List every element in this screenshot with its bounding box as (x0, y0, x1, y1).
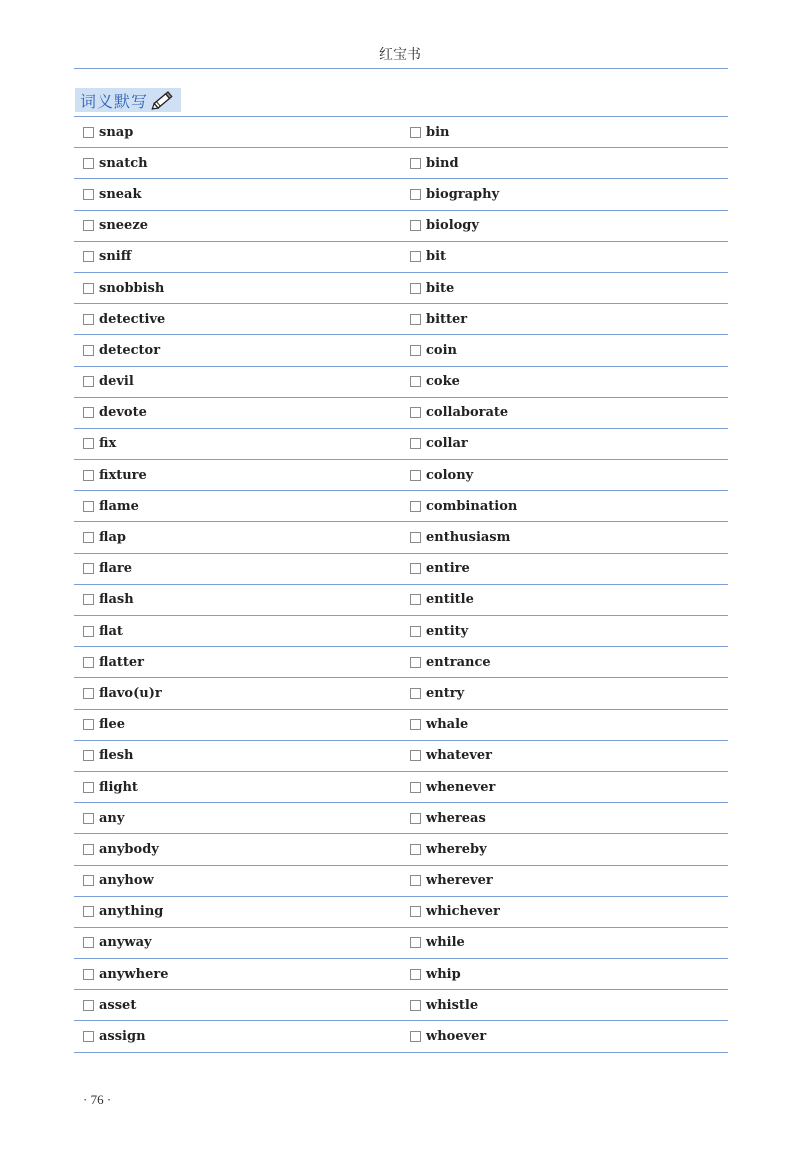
vocabulary-word: sneak (99, 186, 142, 202)
vocabulary-item-right (410, 242, 446, 272)
checkbox[interactable] (83, 158, 94, 169)
vocabulary-item-right (410, 117, 449, 147)
checkbox[interactable] (410, 875, 421, 886)
checkbox[interactable] (83, 906, 94, 917)
vocabulary-item-left (83, 1021, 146, 1051)
vocabulary-word: flavo(u)r (99, 685, 162, 701)
checkbox[interactable] (410, 719, 421, 730)
vocabulary-word: entrance (426, 654, 491, 670)
vocabulary-row (74, 928, 728, 959)
vocabulary-item-right (410, 335, 457, 365)
checkbox[interactable] (83, 127, 94, 138)
vocabulary-word: flare (99, 561, 132, 577)
vocabulary-item-right (410, 741, 492, 771)
vocabulary-row (74, 990, 728, 1021)
checkbox[interactable] (410, 407, 421, 418)
vocabulary-word: bin (426, 124, 450, 140)
vocabulary-word: flame (99, 498, 139, 514)
vocabulary-word: asset (99, 997, 137, 1013)
vocabulary-row (74, 959, 728, 990)
vocabulary-word: biology (426, 218, 479, 234)
vocabulary-word: devote (99, 405, 147, 421)
vocabulary-word: biography (426, 186, 500, 202)
checkbox[interactable] (83, 657, 94, 668)
vocabulary-item-right (410, 897, 500, 927)
checkbox[interactable] (83, 782, 94, 793)
checkbox[interactable] (410, 563, 421, 574)
vocabulary-word: enthusiasm (426, 530, 511, 546)
vocabulary-word: any (99, 810, 125, 826)
checkbox[interactable] (410, 501, 421, 512)
vocabulary-item-right (410, 803, 486, 833)
vocabulary-item-left (83, 491, 139, 521)
vocabulary-row (74, 897, 728, 928)
vocabulary-item-left (83, 710, 125, 740)
vocabulary-word: anything (99, 904, 164, 920)
vocabulary-item-left (83, 959, 168, 989)
checkbox[interactable] (410, 688, 421, 699)
vocabulary-item-left (83, 367, 134, 397)
vocabulary-item-left (83, 647, 144, 677)
vocabulary-word: flee (99, 717, 125, 733)
vocabulary-row (74, 834, 728, 865)
vocabulary-item-left (83, 304, 165, 334)
vocabulary-word: flight (99, 779, 138, 795)
checkbox[interactable] (83, 563, 94, 574)
checkbox[interactable] (410, 189, 421, 200)
vocabulary-item-right (410, 834, 487, 864)
vocabulary-item-right (410, 866, 493, 896)
checkbox[interactable] (410, 532, 421, 543)
vocabulary-word: whistle (426, 997, 479, 1013)
vocabulary-item-left (83, 522, 126, 552)
checkbox[interactable] (83, 376, 94, 387)
checkbox[interactable] (410, 782, 421, 793)
vocabulary-item-right (410, 616, 468, 646)
vocabulary-word: coke (426, 374, 460, 390)
vocabulary-word: bind (426, 155, 459, 171)
vocabulary-word: snatch (99, 155, 148, 171)
vocabulary-word: snap (99, 124, 134, 140)
vocabulary-row (74, 866, 728, 897)
checkbox[interactable] (410, 1031, 421, 1042)
checkbox[interactable] (83, 470, 94, 481)
checkbox[interactable] (410, 345, 421, 356)
vocabulary-word: sneeze (99, 218, 148, 234)
checkbox[interactable] (410, 251, 421, 262)
vocabulary-word: flatter (99, 654, 145, 670)
checkbox[interactable] (83, 626, 94, 637)
vocabulary-row (74, 585, 728, 616)
vocabulary-item-left (83, 460, 147, 490)
vocabulary-item-left (83, 117, 133, 147)
checkbox[interactable] (83, 969, 94, 980)
vocabulary-word: whenever (426, 779, 496, 795)
vocabulary-word: whip (426, 966, 461, 982)
vocabulary-word: anyhow (99, 873, 154, 889)
vocabulary-row (74, 554, 728, 585)
vocabulary-item-right (410, 398, 508, 428)
checkbox[interactable] (83, 688, 94, 699)
checkbox[interactable] (83, 407, 94, 418)
header-divider (74, 68, 728, 69)
vocabulary-word: combination (426, 498, 518, 514)
vocabulary-item-right (410, 554, 470, 584)
section-heading (75, 88, 181, 112)
vocabulary-row (74, 803, 728, 834)
checkbox[interactable] (83, 314, 94, 325)
checkbox[interactable] (83, 1031, 94, 1042)
vocabulary-item-left (83, 616, 123, 646)
page-number: · 76 · (83, 1092, 112, 1107)
vocabulary-word: flap (99, 530, 126, 546)
checkbox[interactable] (410, 127, 421, 138)
vocabulary-word: entity (426, 623, 469, 639)
vocabulary-item-right (410, 647, 491, 677)
vocabulary-item-right (410, 148, 459, 178)
vocabulary-item-right (410, 585, 474, 615)
vocabulary-item-right (410, 772, 495, 802)
vocabulary-word: collaborate (426, 405, 509, 421)
vocabulary-word: while (426, 935, 465, 951)
vocabulary-word: fix (99, 436, 117, 452)
checkbox[interactable] (410, 314, 421, 325)
vocabulary-item-right (410, 990, 478, 1020)
vocabulary-item-left (83, 741, 134, 771)
vocabulary-word: whatever (426, 748, 493, 764)
checkbox[interactable] (410, 158, 421, 169)
vocabulary-word: whereas (426, 810, 486, 826)
vocabulary-word: fixture (99, 467, 147, 483)
vocabulary-item-left (83, 803, 124, 833)
vocabulary-item-left (83, 772, 138, 802)
vocabulary-row (74, 491, 728, 522)
vocabulary-word: detective (99, 311, 166, 327)
vocabulary-item-left (83, 398, 147, 428)
vocabulary-item-right (410, 522, 510, 552)
vocabulary-item-right (410, 367, 460, 397)
checkbox[interactable] (83, 719, 94, 730)
vocabulary-word: bite (426, 280, 455, 296)
vocabulary-word: bit (426, 249, 447, 265)
vocabulary-word: flesh (99, 748, 134, 764)
checkbox[interactable] (83, 937, 94, 948)
checkbox[interactable] (83, 220, 94, 231)
vocabulary-word: collar (426, 436, 468, 452)
vocabulary-row (74, 242, 728, 273)
vocabulary-row (74, 179, 728, 210)
vocabulary-row (74, 460, 728, 491)
vocabulary-item-left (83, 148, 148, 178)
checkbox[interactable] (410, 844, 421, 855)
vocabulary-row (74, 335, 728, 366)
vocabulary-item-left (83, 990, 136, 1020)
section-title: 词义默写 (80, 91, 149, 111)
vocabulary-item-left (83, 273, 164, 303)
checkbox[interactable] (83, 594, 94, 605)
vocabulary-word: entry (426, 685, 465, 701)
vocabulary-item-right (410, 710, 468, 740)
section-heading-box (75, 88, 181, 112)
vocabulary-item-left (83, 554, 132, 584)
checkbox[interactable] (83, 283, 94, 294)
vocabulary-item-right (410, 429, 468, 459)
vocabulary-item-left (83, 429, 116, 459)
vocabulary-row (74, 398, 728, 429)
checkbox[interactable] (83, 345, 94, 356)
checkbox[interactable] (83, 844, 94, 855)
vocabulary-row (74, 678, 728, 709)
vocabulary-word: bitter (426, 311, 468, 327)
vocabulary-item-right (410, 273, 454, 303)
vocabulary-word: flash (99, 592, 134, 608)
vocabulary-row (74, 211, 728, 242)
checkbox[interactable] (410, 1000, 421, 1011)
vocabulary-item-left (83, 335, 160, 365)
vocabulary-word: coin (426, 342, 457, 358)
checkbox[interactable] (410, 626, 421, 637)
vocabulary-item-right (410, 460, 473, 490)
checkbox[interactable] (410, 969, 421, 980)
checkbox[interactable] (410, 470, 421, 481)
checkbox[interactable] (83, 501, 94, 512)
checkbox[interactable] (83, 189, 94, 200)
pencil-icon (151, 89, 175, 111)
vocabulary-item-left (83, 179, 141, 209)
checkbox[interactable] (410, 750, 421, 761)
vocabulary-word: whale (426, 717, 469, 733)
vocabulary-word: devil (99, 374, 134, 390)
checkbox[interactable] (83, 532, 94, 543)
vocabulary-row (74, 741, 728, 772)
vocabulary-row (74, 148, 728, 179)
checkbox[interactable] (83, 750, 94, 761)
vocabulary-item-left (83, 834, 159, 864)
vocabulary-item-left (83, 897, 163, 927)
vocabulary-word: sniff (99, 249, 132, 265)
vocabulary-word: detector (99, 342, 161, 358)
checkbox[interactable] (410, 906, 421, 917)
vocabulary-row (74, 273, 728, 304)
vocabulary-row (74, 1021, 728, 1052)
vocabulary-row (74, 710, 728, 741)
vocabulary-row (74, 647, 728, 678)
vocabulary-item-right (410, 928, 465, 958)
vocabulary-item-left (83, 866, 154, 896)
vocabulary-word: anyway (99, 935, 152, 951)
vocabulary-word: whoever (426, 1029, 487, 1045)
vocabulary-item-left (83, 242, 131, 272)
checkbox[interactable] (410, 937, 421, 948)
vocabulary-item-right (410, 678, 464, 708)
checkbox[interactable] (83, 875, 94, 886)
checkbox[interactable] (410, 594, 421, 605)
checkbox[interactable] (410, 283, 421, 294)
vocabulary-row (74, 772, 728, 803)
vocabulary-item-right (410, 491, 517, 521)
checkbox[interactable] (83, 1000, 94, 1011)
checkbox[interactable] (83, 438, 94, 449)
vocabulary-word: assign (99, 1029, 146, 1045)
vocabulary-item-left (83, 928, 152, 958)
vocabulary-word: colony (426, 467, 474, 483)
vocabulary-row (74, 367, 728, 398)
vocabulary-row (74, 304, 728, 335)
checkbox[interactable] (410, 376, 421, 387)
checkbox[interactable] (410, 220, 421, 231)
vocabulary-word: whichever (426, 904, 500, 920)
vocabulary-item-right (410, 179, 499, 209)
vocabulary-item-right (410, 959, 461, 989)
vocabulary-list (74, 117, 728, 1053)
vocabulary-row (74, 429, 728, 460)
vocabulary-word: anybody (99, 841, 159, 857)
vocabulary-item-right (410, 304, 467, 334)
vocabulary-item-left (83, 678, 162, 708)
vocabulary-word: entitle (426, 592, 474, 608)
vocabulary-row (74, 616, 728, 647)
vocabulary-word: whereby (426, 841, 487, 857)
checkbox[interactable] (83, 251, 94, 262)
vocabulary-word: flat (99, 623, 123, 639)
vocabulary-row (74, 117, 728, 148)
checkbox[interactable] (83, 813, 94, 824)
vocabulary-word: anywhere (99, 966, 169, 982)
vocabulary-word: wherever (426, 873, 493, 889)
vocabulary-item-right (410, 211, 479, 241)
vocabulary-row (74, 522, 728, 553)
checkbox[interactable] (410, 438, 421, 449)
page-header-title: 红宝书 (379, 47, 421, 63)
vocabulary-item-left (83, 585, 134, 615)
vocabulary-word: snobbish (99, 280, 165, 296)
checkbox[interactable] (410, 813, 421, 824)
checkbox[interactable] (410, 657, 421, 668)
vocabulary-item-left (83, 211, 148, 241)
vocabulary-word: entire (426, 561, 470, 577)
vocabulary-item-right (410, 1021, 486, 1051)
